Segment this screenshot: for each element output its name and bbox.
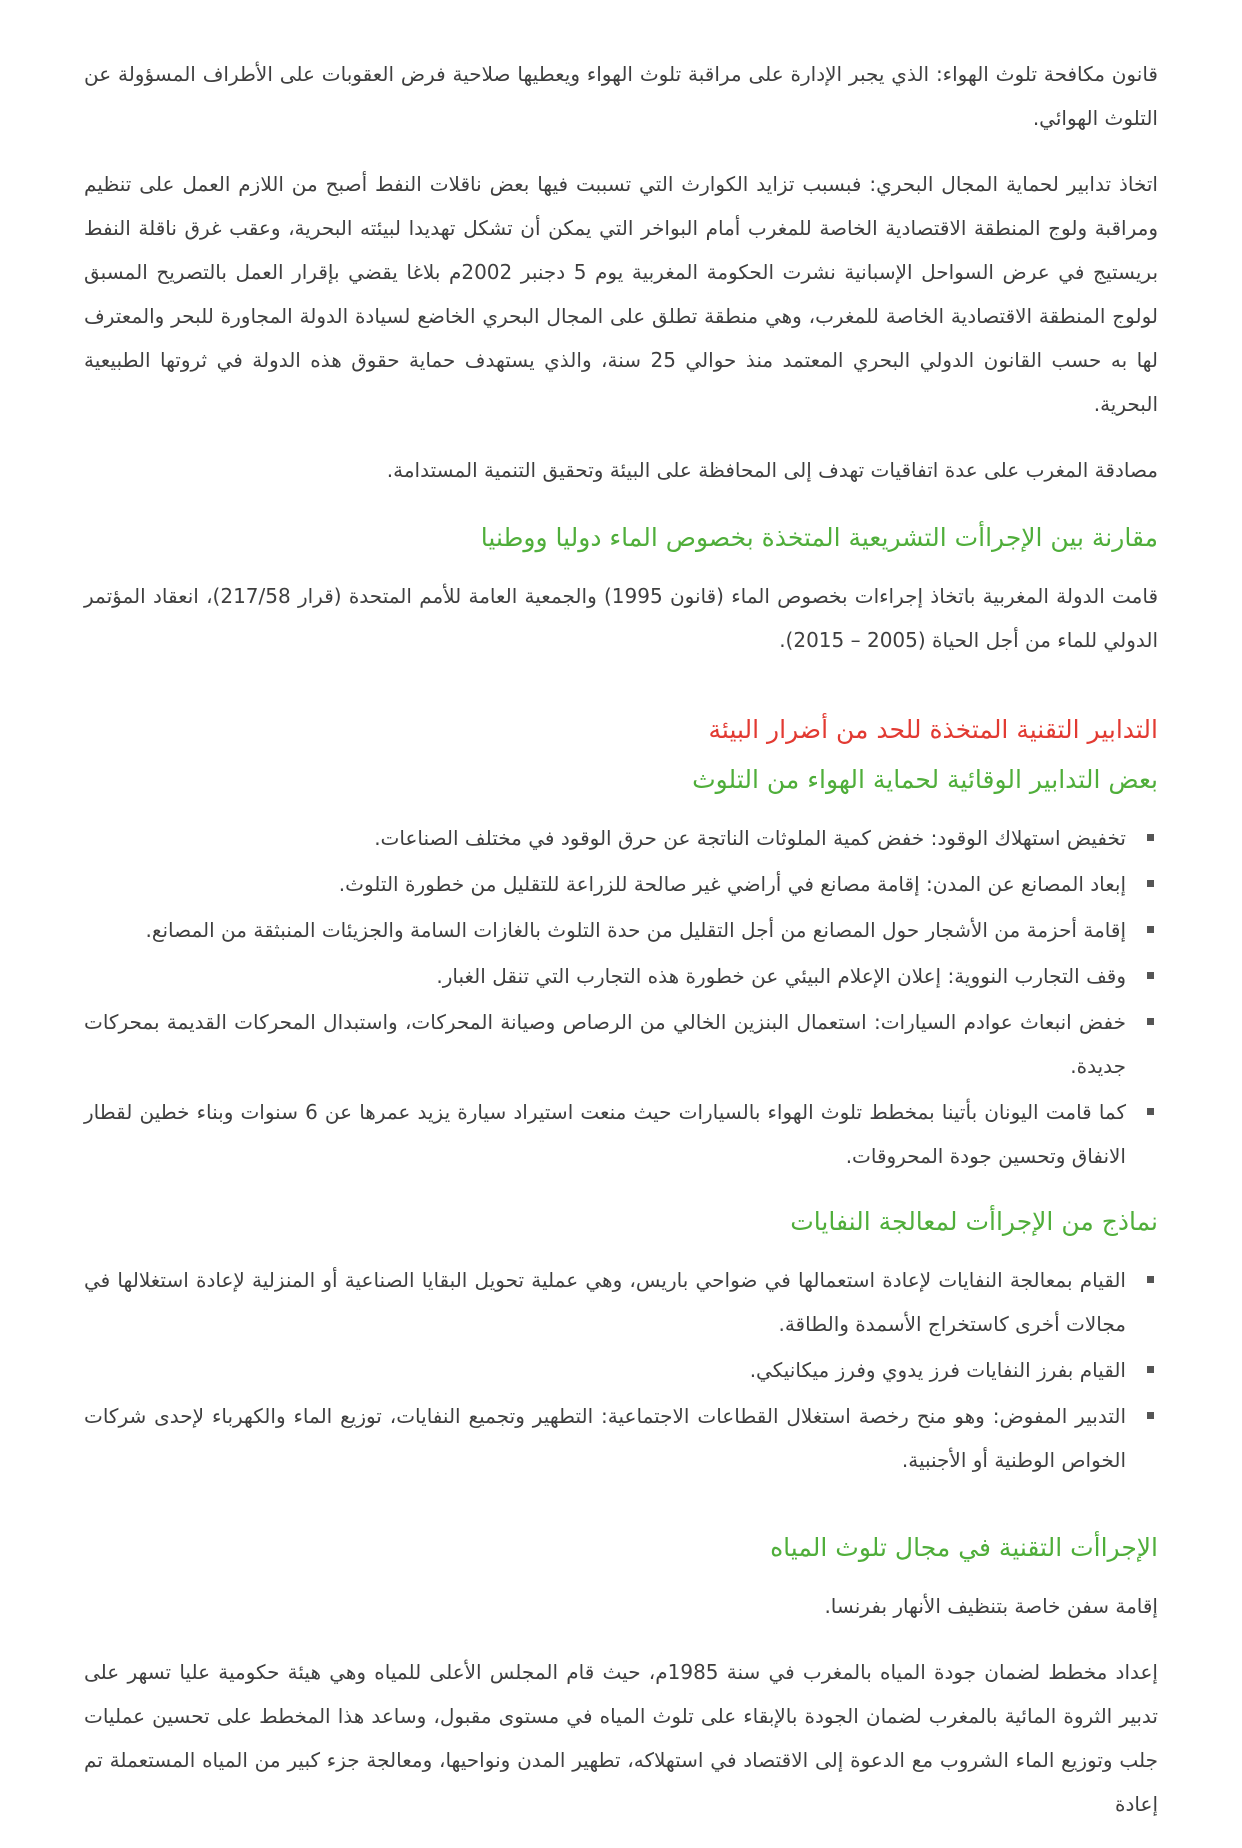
- square-bullet-icon: [1147, 972, 1154, 979]
- air-measures-list: [84, 816, 1158, 1178]
- section-spacer: [84, 684, 1158, 706]
- square-bullet-icon: [1147, 834, 1154, 841]
- square-bullet-icon: [1147, 1108, 1154, 1115]
- list-item: إبعاد المصانع عن المدن: إقامة مصانع في أراضي غير صالحة للزراعة للتقليل من خطورة التلوث.: [84, 862, 1126, 906]
- square-bullet-icon: [1147, 1018, 1154, 1025]
- paragraph-river-cleaning-ships: إقامة سفن خاصة بتنظيف الأنهار بفرنسا.: [824, 1594, 1158, 1618]
- document-page: [84, 52, 1158, 1848]
- list-item: تخفيض استهلاك الوقود: خفض كمية الملوثات الناتجة عن حرق الوقود في مختلف الصناعات.: [84, 816, 1126, 860]
- paragraph-water-quality-plan: إعداد مخطط لضمان جودة المياه بالمغرب في سنة 1985م، حيث قام المجلس الأعلى للمياه وهي هيئة حكومية عليا تسهر على تدبير الثروة المائية بالمغرب لضمان الجودة بالإبقاء على تلوث المياه في مستوى مقبول، وساعد هذا المخطط على تحسين عمليات جلب وتوزيع الماء الشروب مع الدعوة إلى الاقتصاد في استهلاكه، تطهير المدن ونواحيها، ومعالجة جزء كبير من المياه المستعملة تم إعادة: [84, 1660, 1158, 1816]
- paragraph-air-law: قانون مكافحة تلوث الهواء: الذي يجبر الإدارة على مراقبة تلوث الهواء ويعطيها صلاحية فرض العقوبات على الأطراف المسؤولة عن التلوث الهوائي.: [84, 62, 1158, 130]
- square-bullet-icon: [1147, 1366, 1154, 1373]
- list-item: القيام بفرز النفايات فرز يدوي وفرز ميكانيكي.: [84, 1348, 1126, 1392]
- paragraph-conventions: مصادقة المغرب على عدة اتفاقيات تهدف إلى المحافظة على البيئة وتحقيق التنمية المستدامة.: [386, 458, 1158, 482]
- paragraph-maritime-protection: اتخاذ تدابير لحماية المجال البحري: فبسبب تزايد الكوارث التي تسببت فيها بعض ناقلات النفط أصبح من اللازم العمل على تنظيم ومراقبة ولوج المنطقة الاقتصادية الخاصة للمغرب أمام البواخر التي يمكن أن تشكل تهديدا لبيئته البحرية، وعقب غرق ناقلة النفط بريستيج في عرض السواحل الإسبانية نشرت الحكومة المغربية يوم 5 دجنبر 2002م بلاغا يقضي بإقرار العمل بالتصريح المسبق لولوج المنطقة الاقتصادية الخاصة للمغرب، وهي منطقة تطلق على المجال البحري الخاضع لسيادة الدولة المجاورة للبحر والمعترف لها به حسب القانون الدولي البحري المعتمد منذ حوالي 25 سنة، والذي يستهدف حماية حقوق هذه الدولة في ثروتها الطبيعية البحرية.: [84, 172, 1159, 416]
- list-item: وقف التجارب النووية: إعلان الإعلام البيئي عن خطورة هذه التجارب التي تنقل الغبار.: [84, 954, 1126, 998]
- heading-air-protection: بعض التدابير الوقائية لحماية الهواء من التلوث: [692, 765, 1158, 794]
- square-bullet-icon: [1147, 926, 1154, 933]
- square-bullet-icon: [1147, 1276, 1154, 1283]
- heading-technical-measures: التدابير التقنية المتخذة للحد من أضرار البيئة: [708, 715, 1158, 744]
- waste-measures-list: [84, 1258, 1158, 1482]
- heading-water-legislation-comparison: مقارنة بين الإجراأت التشريعية المتخذة بخصوص الماء دوليا ووطنيا: [480, 523, 1158, 552]
- square-bullet-icon: [1147, 1412, 1154, 1419]
- list-item: إقامة أحزمة من الأشجار حول المصانع من أجل التقليل من حدة التلوث بالغازات السامة والجزيئات المنبثقة من المصانع.: [84, 908, 1126, 952]
- list-item: خفض انبعاث عوادم السيارات: استعمال البنزين الخالي من الرصاص وصيانة المحركات، واستبدال المحركات القديمة بمحركات جديدة.: [84, 1000, 1126, 1088]
- list-item: التدبير المفوض: وهو منح رخصة استغلال القطاعات الاجتماعية: التطهير وتجميع النفايات، توزيع الماء والكهرباء لإحدى شركات الخواص الوطنية أو الأجنبية.: [84, 1394, 1126, 1482]
- paragraph-water-measures: قامت الدولة المغربية باتخاذ إجراءات بخصوص الماء (قانون 1995) والجمعية العامة للأمم المتحدة (قرار 217/58)، انعقاد المؤتمر الدولي للماء من أجل الحياة (2005 – 2015).: [84, 584, 1159, 652]
- list-item: القيام بمعالجة النفايات لإعادة استعمالها في ضواحي باريس، وهي عملية تحويل البقايا الصناعية أو المنزلية لإعادة استغلالها في مجالات أخرى كاستخراج الأسمدة والطاقة.: [84, 1258, 1126, 1346]
- heading-water-pollution-measures: الإجراأت التقنية في مجال تلوث المياه: [770, 1533, 1158, 1562]
- section-spacer: [84, 1502, 1158, 1524]
- heading-waste-treatment: نماذج من الإجراأت لمعالجة النفايات: [790, 1207, 1158, 1236]
- list-item: كما قامت اليونان بأتينا بمخطط تلوث الهواء بالسيارات حيث منعت استيراد سيارة يزيد عمرها عن 6 سنوات وبناء خطين لقطار الانفاق وتحسين جودة المحروقات.: [84, 1090, 1126, 1178]
- square-bullet-icon: [1147, 880, 1154, 887]
